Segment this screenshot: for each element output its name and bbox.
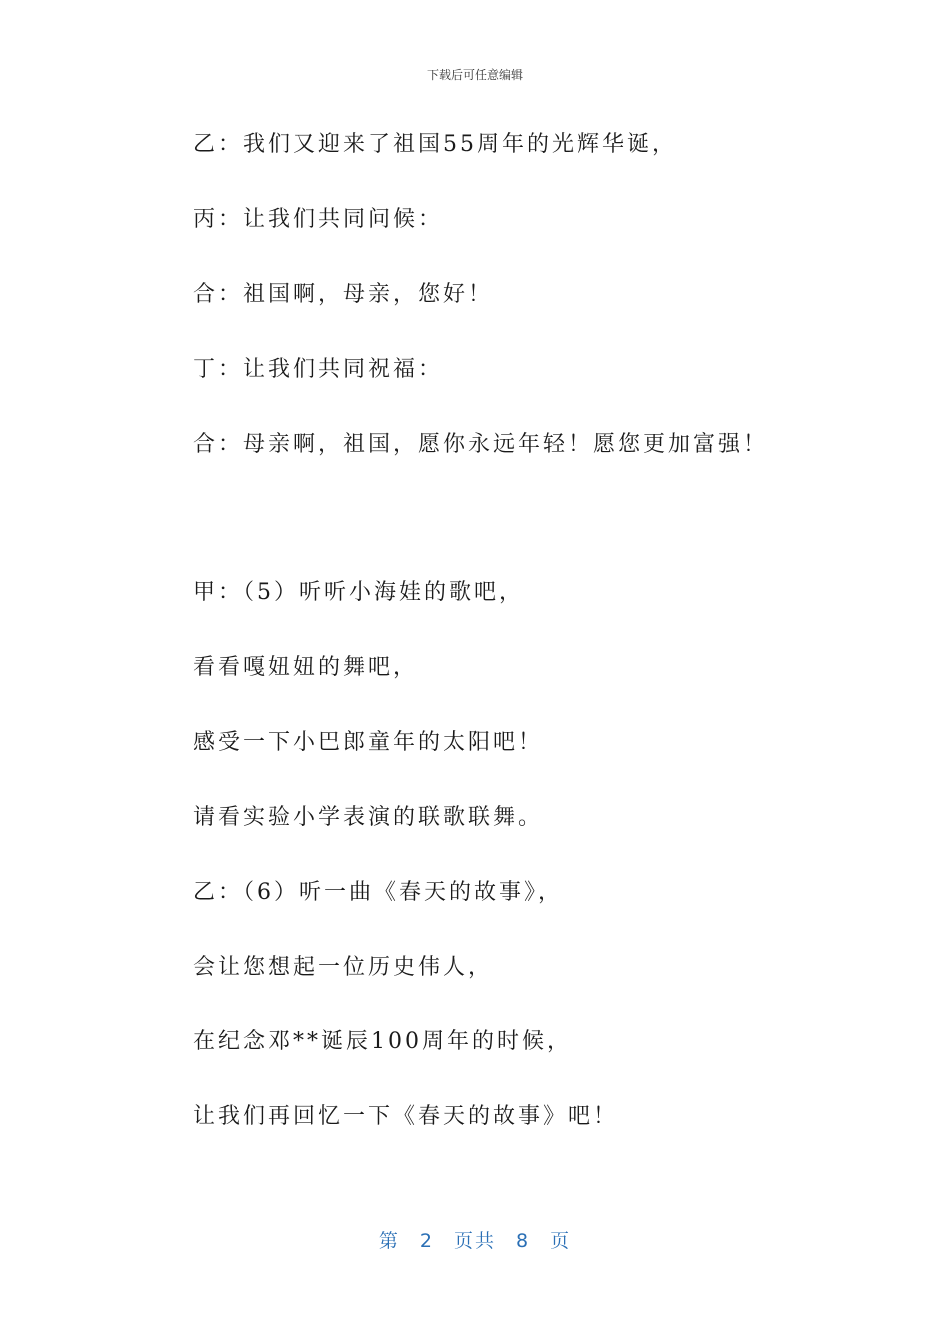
text-line: 感受一下小巴郎童年的太阳吧！ xyxy=(193,730,544,755)
text-line: 合：祖国啊，母亲，您好！ xyxy=(193,282,494,307)
text-line: 看看嘎妞妞的舞吧， xyxy=(193,655,419,680)
text-line: 请看实验小学表演的联歌联舞。 xyxy=(193,805,544,830)
text-line: 甲：（5）听听小海娃的歌吧， xyxy=(193,580,524,605)
text-line: 让我们再回忆一下《春天的故事》吧！ xyxy=(193,1104,619,1129)
text-line: 乙：我们又迎来了祖国55周年的光辉华诞， xyxy=(193,132,677,157)
text-line: 在纪念邓**诞辰100周年的时候， xyxy=(193,1029,572,1054)
page-header: 下载后可任意编辑 xyxy=(426,68,523,82)
text-line: 丙：让我们共同问候： xyxy=(193,207,444,232)
text-line: 丁：让我们共同祝福： xyxy=(193,357,444,382)
text-line: 会让您想起一位历史伟人， xyxy=(193,955,494,980)
page-number-footer: 第 2 页共 8 页 xyxy=(378,1230,572,1252)
text-line: 乙：（6）听一曲《春天的故事》， xyxy=(193,880,563,905)
text-line: 合：母亲啊，祖国，愿你永远年轻！愿您更加富强！ xyxy=(193,432,769,457)
